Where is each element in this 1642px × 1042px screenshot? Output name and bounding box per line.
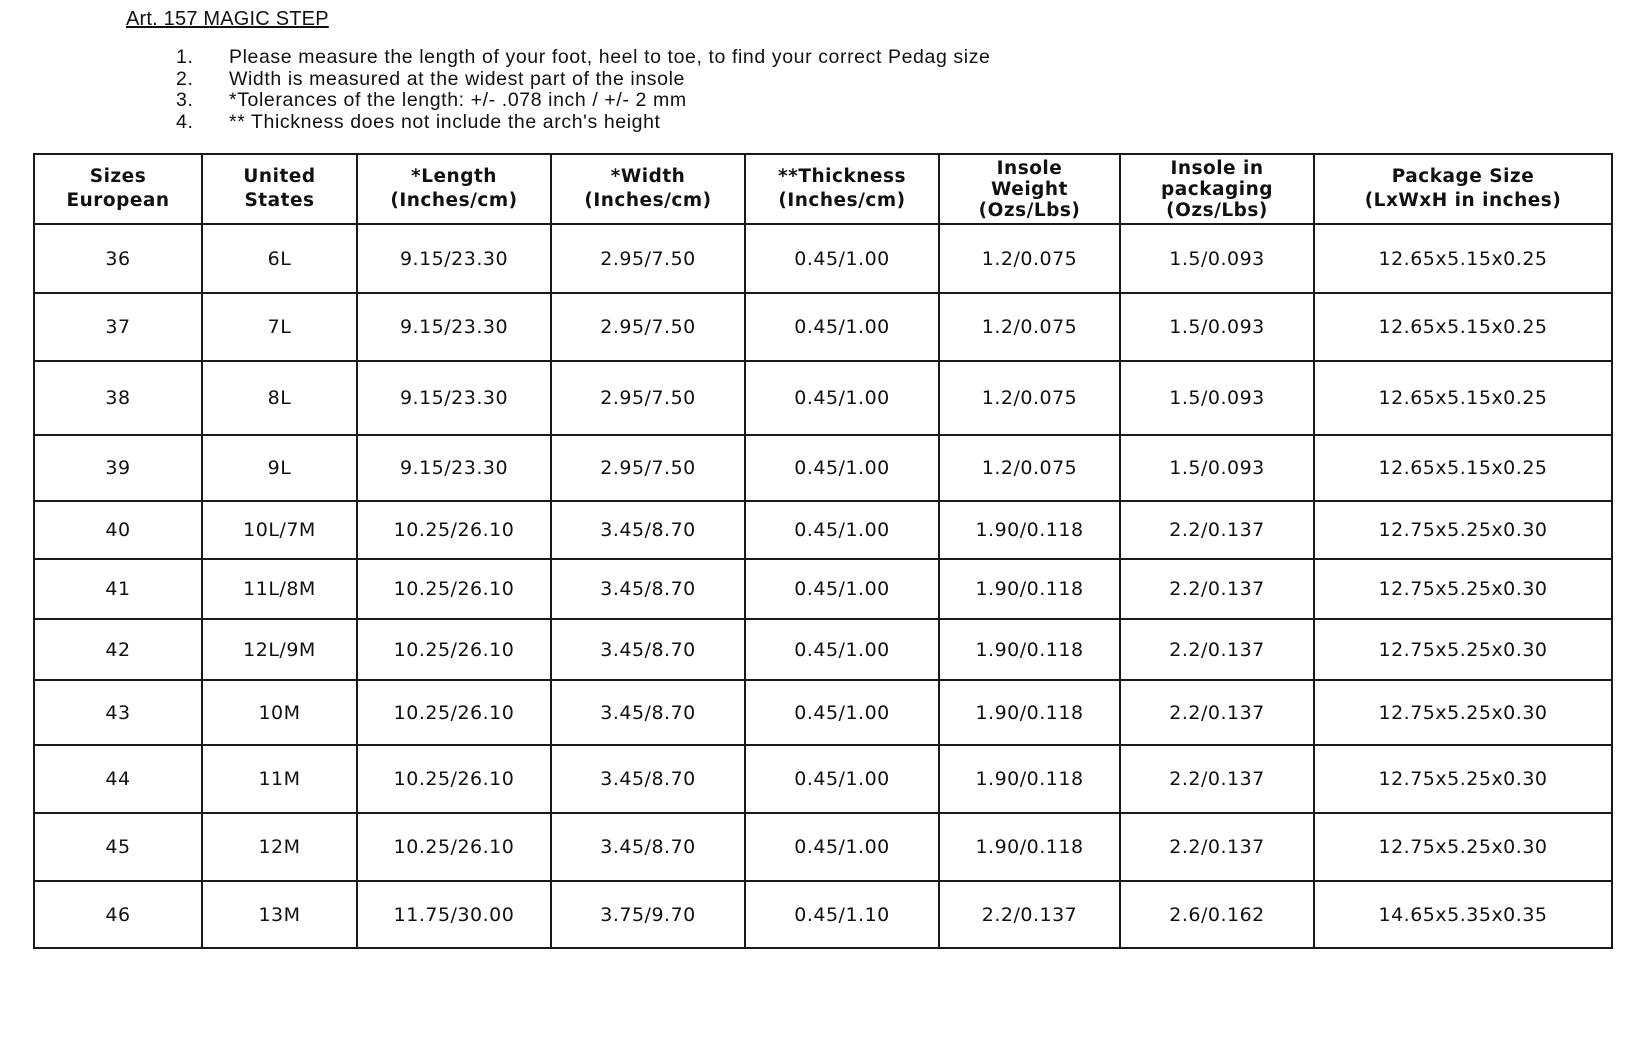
cell-package-size: 14.65x5.35x0.35 (1314, 881, 1612, 948)
cell-package-size: 12.75x5.25x0.30 (1314, 813, 1612, 881)
cell-eu-size: 39 (34, 435, 202, 501)
cell-length: 9.15/23.30 (357, 435, 551, 501)
cell-package-weight: 2.2/0.137 (1120, 619, 1314, 680)
header-line: (Inches/cm) (584, 190, 712, 211)
cell-thickness: 0.45/1.00 (745, 293, 939, 361)
instruction-text: ** Thickness does not include the arch's height (229, 110, 661, 133)
cell-eu-size: 37 (34, 293, 202, 361)
cell-us-size: 9L (202, 435, 357, 501)
cell-thickness: 0.45/1.00 (745, 559, 939, 619)
table-row (34, 293, 1612, 361)
header-package-size (1314, 154, 1612, 224)
cell-insole-weight: 1.2/0.075 (939, 293, 1120, 361)
cell-insole-weight: 1.90/0.118 (939, 501, 1120, 559)
cell-eu-size: 46 (34, 881, 202, 948)
cell-eu-size: 44 (34, 745, 202, 813)
header-line: Package Size (1391, 166, 1535, 187)
cell-thickness: 0.45/1.00 (745, 680, 939, 745)
header-line: Insole (996, 157, 1063, 179)
cell-package-weight: 1.5/0.093 (1120, 435, 1314, 501)
header-length (357, 154, 551, 224)
cell-insole-weight: 1.90/0.118 (939, 680, 1120, 745)
cell-package-weight: 2.2/0.137 (1120, 813, 1314, 881)
document-title: Art. 157 MAGIC STEP (126, 8, 329, 30)
cell-width: 3.45/8.70 (551, 619, 745, 680)
header-united-states (202, 154, 357, 224)
cell-eu-size: 42 (34, 619, 202, 680)
cell-eu-size: 43 (34, 680, 202, 745)
table-row (34, 881, 1612, 948)
header-line: **Thickness (778, 166, 906, 187)
cell-package-size: 12.75x5.25x0.30 (1314, 559, 1612, 619)
cell-us-size: 11M (202, 745, 357, 813)
instruction-text: Please measure the length of your foot, heel to toe, to find your correct Pedag size (229, 46, 991, 68)
cell-package-size: 12.75x5.25x0.30 (1314, 745, 1612, 813)
header-line: States (244, 190, 315, 211)
instruction-item (176, 47, 990, 69)
cell-insole-weight: 1.90/0.118 (939, 559, 1120, 619)
cell-us-size: 12M (202, 813, 357, 881)
cell-package-size: 12.75x5.25x0.30 (1314, 619, 1612, 680)
cell-thickness: 0.45/1.00 (745, 361, 939, 435)
cell-length: 9.15/23.30 (357, 361, 551, 435)
size-chart-table (33, 153, 1613, 949)
cell-eu-size: 36 (34, 224, 202, 293)
instruction-text: *Tolerances of the length: +/- .078 inch / +/- 2 mm (229, 89, 687, 111)
header-line: European (66, 190, 170, 211)
cell-thickness: 0.45/1.00 (745, 745, 939, 813)
cell-insole-weight: 1.2/0.075 (939, 361, 1120, 435)
cell-width: 2.95/7.50 (551, 435, 745, 501)
cell-package-size: 12.65x5.15x0.25 (1314, 361, 1612, 435)
header-line: (Ozs/Lbs) (1166, 199, 1268, 221)
cell-width: 3.45/8.70 (551, 559, 745, 619)
header-line: Weight (991, 178, 1068, 200)
cell-insole-weight: 1.2/0.075 (939, 435, 1120, 501)
header-line: (LxWxH in inches) (1364, 190, 1562, 211)
header-line: *Length (411, 166, 497, 187)
instruction-item (176, 90, 990, 112)
table-row (34, 361, 1612, 435)
cell-eu-size: 40 (34, 501, 202, 559)
header-line: Insole in (1170, 157, 1264, 179)
cell-eu-size: 38 (34, 361, 202, 435)
cell-us-size: 13M (202, 881, 357, 948)
instruction-number: 3. (176, 89, 194, 111)
cell-package-weight: 2.2/0.137 (1120, 745, 1314, 813)
table-row (34, 680, 1612, 745)
cell-length: 10.25/26.10 (357, 501, 551, 559)
cell-width: 3.75/9.70 (551, 881, 745, 948)
table-row (34, 619, 1612, 680)
cell-package-weight: 2.2/0.137 (1120, 559, 1314, 619)
instruction-text: Width is measured at the widest part of the insole (229, 67, 685, 90)
table-row (34, 813, 1612, 881)
cell-package-size: 12.75x5.25x0.30 (1314, 501, 1612, 559)
cell-length: 10.25/26.10 (357, 559, 551, 619)
cell-insole-weight: 1.2/0.075 (939, 224, 1120, 293)
header-width (551, 154, 745, 224)
table-body (34, 224, 1612, 948)
table-row (34, 224, 1612, 293)
cell-package-weight: 2.2/0.137 (1120, 501, 1314, 559)
header-line: *Width (610, 166, 686, 187)
header-sizes-european (34, 154, 202, 224)
table-row (34, 501, 1612, 559)
instruction-number: 2. (176, 67, 194, 90)
cell-length: 11.75/30.00 (357, 881, 551, 948)
cell-us-size: 10L/7M (202, 501, 357, 559)
cell-package-weight: 2.2/0.137 (1120, 680, 1314, 745)
header-line: (Inches/cm) (390, 190, 518, 211)
cell-length: 10.25/26.10 (357, 680, 551, 745)
cell-length: 9.15/23.30 (357, 224, 551, 293)
cell-thickness: 0.45/1.00 (745, 619, 939, 680)
instructions-list (176, 47, 990, 133)
cell-package-size: 12.75x5.25x0.30 (1314, 680, 1612, 745)
cell-us-size: 12L/9M (202, 619, 357, 680)
table-row (34, 435, 1612, 501)
header-line: packaging (1161, 178, 1273, 200)
header-insole-in-packaging (1120, 154, 1314, 224)
cell-thickness: 0.45/1.00 (745, 224, 939, 293)
table-header-row (34, 154, 1612, 224)
cell-eu-size: 41 (34, 559, 202, 619)
cell-us-size: 11L/8M (202, 559, 357, 619)
cell-package-size: 12.65x5.15x0.25 (1314, 293, 1612, 361)
cell-us-size: 6L (202, 224, 357, 293)
cell-package-weight: 2.6/0.162 (1120, 881, 1314, 948)
cell-thickness: 0.45/1.10 (745, 881, 939, 948)
cell-us-size: 8L (202, 361, 357, 435)
cell-length: 10.25/26.10 (357, 745, 551, 813)
cell-length: 10.25/26.10 (357, 619, 551, 680)
instruction-item (176, 112, 990, 134)
cell-length: 10.25/26.10 (357, 813, 551, 881)
cell-package-weight: 1.5/0.093 (1120, 361, 1314, 435)
cell-width: 3.45/8.70 (551, 501, 745, 559)
header-line: (Inches/cm) (778, 190, 906, 211)
cell-thickness: 0.45/1.00 (745, 813, 939, 881)
cell-eu-size: 45 (34, 813, 202, 881)
table-row (34, 745, 1612, 813)
cell-width: 2.95/7.50 (551, 361, 745, 435)
instruction-number: 1. (176, 46, 194, 68)
instruction-number: 4. (176, 110, 194, 133)
header-line: United (243, 166, 316, 187)
instruction-item (176, 69, 990, 91)
cell-insole-weight: 1.90/0.118 (939, 619, 1120, 680)
cell-width: 3.45/8.70 (551, 680, 745, 745)
cell-length: 9.15/23.30 (357, 293, 551, 361)
cell-us-size: 10M (202, 680, 357, 745)
cell-insole-weight: 1.90/0.118 (939, 745, 1120, 813)
cell-thickness: 0.45/1.00 (745, 501, 939, 559)
cell-insole-weight: 1.90/0.118 (939, 813, 1120, 881)
cell-package-size: 12.65x5.15x0.25 (1314, 224, 1612, 293)
table-row (34, 559, 1612, 619)
header-insole-weight (939, 154, 1120, 224)
cell-width: 2.95/7.50 (551, 224, 745, 293)
cell-width: 3.45/8.70 (551, 745, 745, 813)
cell-package-size: 12.65x5.15x0.25 (1314, 435, 1612, 501)
cell-package-weight: 1.5/0.093 (1120, 293, 1314, 361)
cell-width: 3.45/8.70 (551, 813, 745, 881)
header-thickness (745, 154, 939, 224)
cell-us-size: 7L (202, 293, 357, 361)
cell-insole-weight: 2.2/0.137 (939, 881, 1120, 948)
header-line: Sizes (89, 166, 147, 187)
cell-package-weight: 1.5/0.093 (1120, 224, 1314, 293)
cell-width: 2.95/7.50 (551, 293, 745, 361)
header-line: (Ozs/Lbs) (978, 199, 1081, 221)
cell-thickness: 0.45/1.00 (745, 435, 939, 501)
